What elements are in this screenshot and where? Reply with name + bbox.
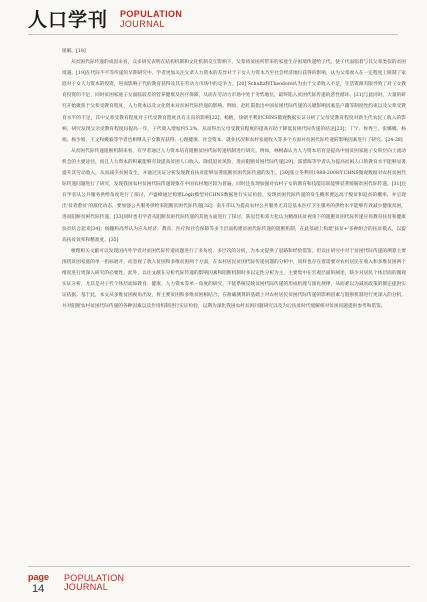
journal-logo-chinese: 人口学刊	[28, 9, 109, 31]
paragraph-2: 从贫困代际传递的成因来看，众多研究表明在结构机制和文化机制交互影响下，父辈将贫困所带来的家庭生存困境传递给子代，使子代面临着与其父辈类似的贫困境遇。[19]在代际不平等传递的早期研究中，学者更加关注父辈人力资本的差异对于子女人力资本乃至社会经济地位获得的影响，认为父辈收入在一定程度上限制了家庭对子女人力资本的投资，进而影响子代的教育获得及其在劳动力市场中的竞争力。[20] Schultz和Theodore认为由于父辈收入不足，生活资源有限导致了对子女教育投资的不足，同时贫困家庭子女面临较差的营养健康及医疗保障，从而在劳动力市场中处于劣势地位，最终陷入贫困代际传递的恶性循环。[21]与此同时，大量的研究开始聚焦于父辈受教育程度、人力资本以及文化资本对贫困代际传递的影响。例如，赵红霞指出中国贫困代际传递的关键影响因素是户籍等制度性约束以及父辈受教育水平的不足，其中父辈受教育程度对子代受教育程度具有正向的影响[22]；杨帆，徐朝平利用CHNS微观数据实证分析了父母受教育程度对新生代农民工收入的影响，研究发现父亲受教育程度每提高一年，子代收入增加约5.2%，从而得出父母受教育程度的提高有助于降低贫困代际传递的结论[23]；丁宁、侯秀兰、张娜娜、杨娟、杨少娟、王文和姚毅等学者也相继从子女教育获得、心理健康、社会资本、就业状况和农村家庭收入等多个方面对贫困代际传递的影响因素进行了研究。[24-28]	[62, 60, 406, 143]
paragraph-1: 缓解。[18]	[62, 49, 86, 54]
journal-logo-english	[120, 9, 182, 29]
header-divider	[28, 34, 398, 35]
footer-divider	[28, 566, 410, 567]
footer-en-line1: POPULATION	[64, 573, 125, 583]
page-label: page	[28, 572, 50, 582]
logo-en-line1: POPULATION	[120, 9, 183, 19]
page-number: 14	[32, 583, 45, 595]
footer-en-line2: JOURNAL	[64, 582, 109, 592]
logo-en-line2: JOURNAL	[120, 19, 165, 29]
paragraph-4: 梳理相关文献可以发现国内外学者对贫困代际传递问题进行了多角度、多层次的分析，为本文提供了思路和经验借鉴。但以往研究中对于贫困代际传递的测算主要围绕贫困家庭的单一指标展开，而忽视了收入贫困和多维贫困两个方面，在农村居民贫困代际传递问题的分析中，同样也存在着需要对农村居民在收入和多维贫困两个维度进行更深入研究的必要性。此外，以往文献在分析代际传递的影响因素和阻断机制时多以定性分析为主，主要集中在宏观层面的阐述，缺少对居民个体层面的微观实证分析，尤其是对子代个体层面如教育、健康、人力资本等单一角度的研究，不能系统反映贫困代际传递的形成机理与演化规律，从而难以为减贫政策的制定提供实证依据。基于此，本文从多维贫困视角出发，将主要贫困和多维贫困相结合，在准确测算的基础上对农村居民贫困代际传递的影响因素与阻断机制进行更深入的分析，并对阻断农村贫困代际传递的各种因素以及作用机制进行实证检验，以期为深化我国农村贫困问题研究以及为后扶贫时代缓解相对贫困问题提供参考和借鉴。	[62, 248, 406, 310]
article-body	[62, 46, 406, 312]
footer-journal-name	[64, 574, 124, 592]
journal-header	[0, 0, 427, 44]
paragraph-3: 从贫困代际传递阻断机制来看，有学者通过人力资本培育阻断贫困代际传递机制进行研究。例如，林相森认为人力资本培育是提高中国贫困家庭子女阶层向上流动机会的主要途径，而且人力资本的积累能够有效提高贫困人口收入、降低返贫风险，进而阻断贫困代际传递[29]；邵赟晖等学者认为提高贫困人口的教育水平能够显著提升其劳动收入，从而减少贫困发生，并通过实证分析发现教育扶贫能够显著阻断贫困代际传递的发生。[30]张立冬利用1988-2008年CHNS微观数据对农村贫困代际传递问题进行了研究，发现我国农村贫困代际传递现象在中国农村地区较为普遍，同时还发现加强对农村子女的教育和技能培训能够显著缓解贫困代际传递。[31]还有学者从公共服务供给角度进行了探讨，卢盛峰通过构建Logit模型对CHNS数据进行实证检验，发现贫困代际传递的发生概率要远高于脱贫和返贫的概率，并呈现出'贫者愈贫'的演化动态，要加强公共服务供给来阻断贫困代际传递[32]；张车伟认为提高农村公共服务尤其是基本医疗卫生服务的供给水平能够有效减少健康贫困，进而阻断贫困代际传递。[33]同时也有学者从阻断贫困代际传递的其他方面进行了探讨，陈星佳和邓大松认为精准扶贫视角下的阻断贫困代际传递应将教育扶贫和健康扶贫结合起来[34]；杨穗和高琴认为应从经济、教育、医疗和社会保障等多个层面构建贫困代际传递的阻断机制，在此基础上构建'扶贫+'多种组合的扶贫模式，以提高扶贫效率和精准度。[35]	[62, 148, 406, 243]
page-footer	[28, 566, 408, 596]
